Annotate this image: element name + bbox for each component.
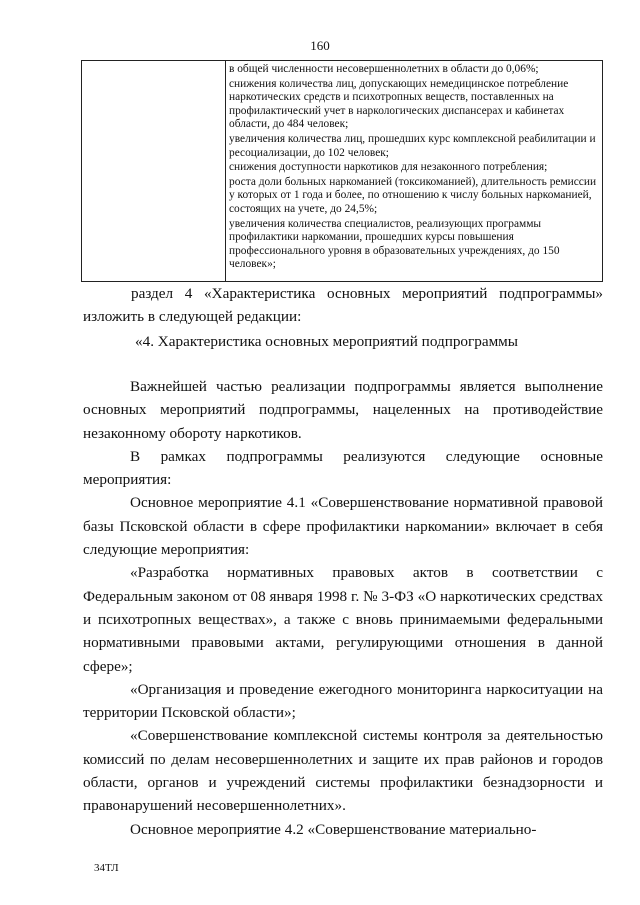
amendment-lead-line1: раздел 4 «Характеристика основных мероприятий подпрограммы» <box>131 285 603 302</box>
paragraph: «Организация и проведение ежегодного мониторинга наркоситуации на территории Псковской области»; <box>83 680 603 722</box>
table-item: в общей численности несовершеннолетних в области до 0,06%; <box>229 63 539 75</box>
table-column-divider <box>225 61 226 281</box>
page-number: 160 <box>310 38 330 53</box>
footer-code: 34ТЛ <box>94 862 119 874</box>
goals-table <box>81 60 603 282</box>
amendment-lead-line2: изложить в следующей редакции: <box>83 308 302 325</box>
table-item: снижения количества лиц, допускающих немедицинское потребление наркотических средств и психотропных веществ, поставленных на профилактический учет в наркологических диспансерах и кабинетах области, до 484 человек; <box>229 77 569 131</box>
table-item: увеличения количества специалистов, реализующих программы профилактики наркомании, прошедших курсы повышения профессионального уровня в образовательных учреждениях, до 150 человек»; <box>229 217 560 271</box>
paragraph: «Разработка нормативных правовых актов в соответствии с Федеральным законом от 08 января 1998 г. № 3-ФЗ «О наркотических средствах и психотропных веществах», а также с вновь принимаемыми федеральными нормативными правовыми актами, регулирующими отношения в данной сфере»; <box>83 564 603 675</box>
paragraph: Важнейшей частью реализации подпрограммы является выполнение основных мероприятий подпрограммы, нацеленных на противодействие незаконному обороту наркотиков. <box>83 378 603 442</box>
section-body <box>83 375 603 841</box>
table-right-cell <box>229 63 598 273</box>
table-item: снижения доступности наркотиков для незаконного потребления; <box>229 161 548 174</box>
table-item: увеличения количества лиц, прошедших курс комплексной реабилитации и ресоциализации, до 102 человек; <box>229 132 596 159</box>
paragraph: В рамках подпрограммы реализуются следующие основные мероприятия: <box>83 447 603 489</box>
table-item: роста доли больных наркоманией (токсикоманией), длительность ремиссии у которых от 1 года и более, по отношению к числу больных наркоманией, состоящих на учете, до 24,5%; <box>229 175 597 215</box>
section-heading: «4. Характеристика основных мероприятий подпрограммы <box>135 333 519 350</box>
paragraph: Основное мероприятие 4.2 «Совершенствование материально- <box>130 820 537 838</box>
paragraph: Основное мероприятие 4.1 «Совершенствование нормативной правовой базы Псковской области в сфере профилактики наркомании» включает в себя следующие мероприятия: <box>83 494 603 559</box>
paragraph: «Совершенствование комплексной системы контроля за деятельностью комиссий по делам несовершеннолетних и защите их прав районов и городов области, органов и учреждений системы профилактики безнадзорности и правонарушений несовершеннолетних». <box>83 727 603 815</box>
